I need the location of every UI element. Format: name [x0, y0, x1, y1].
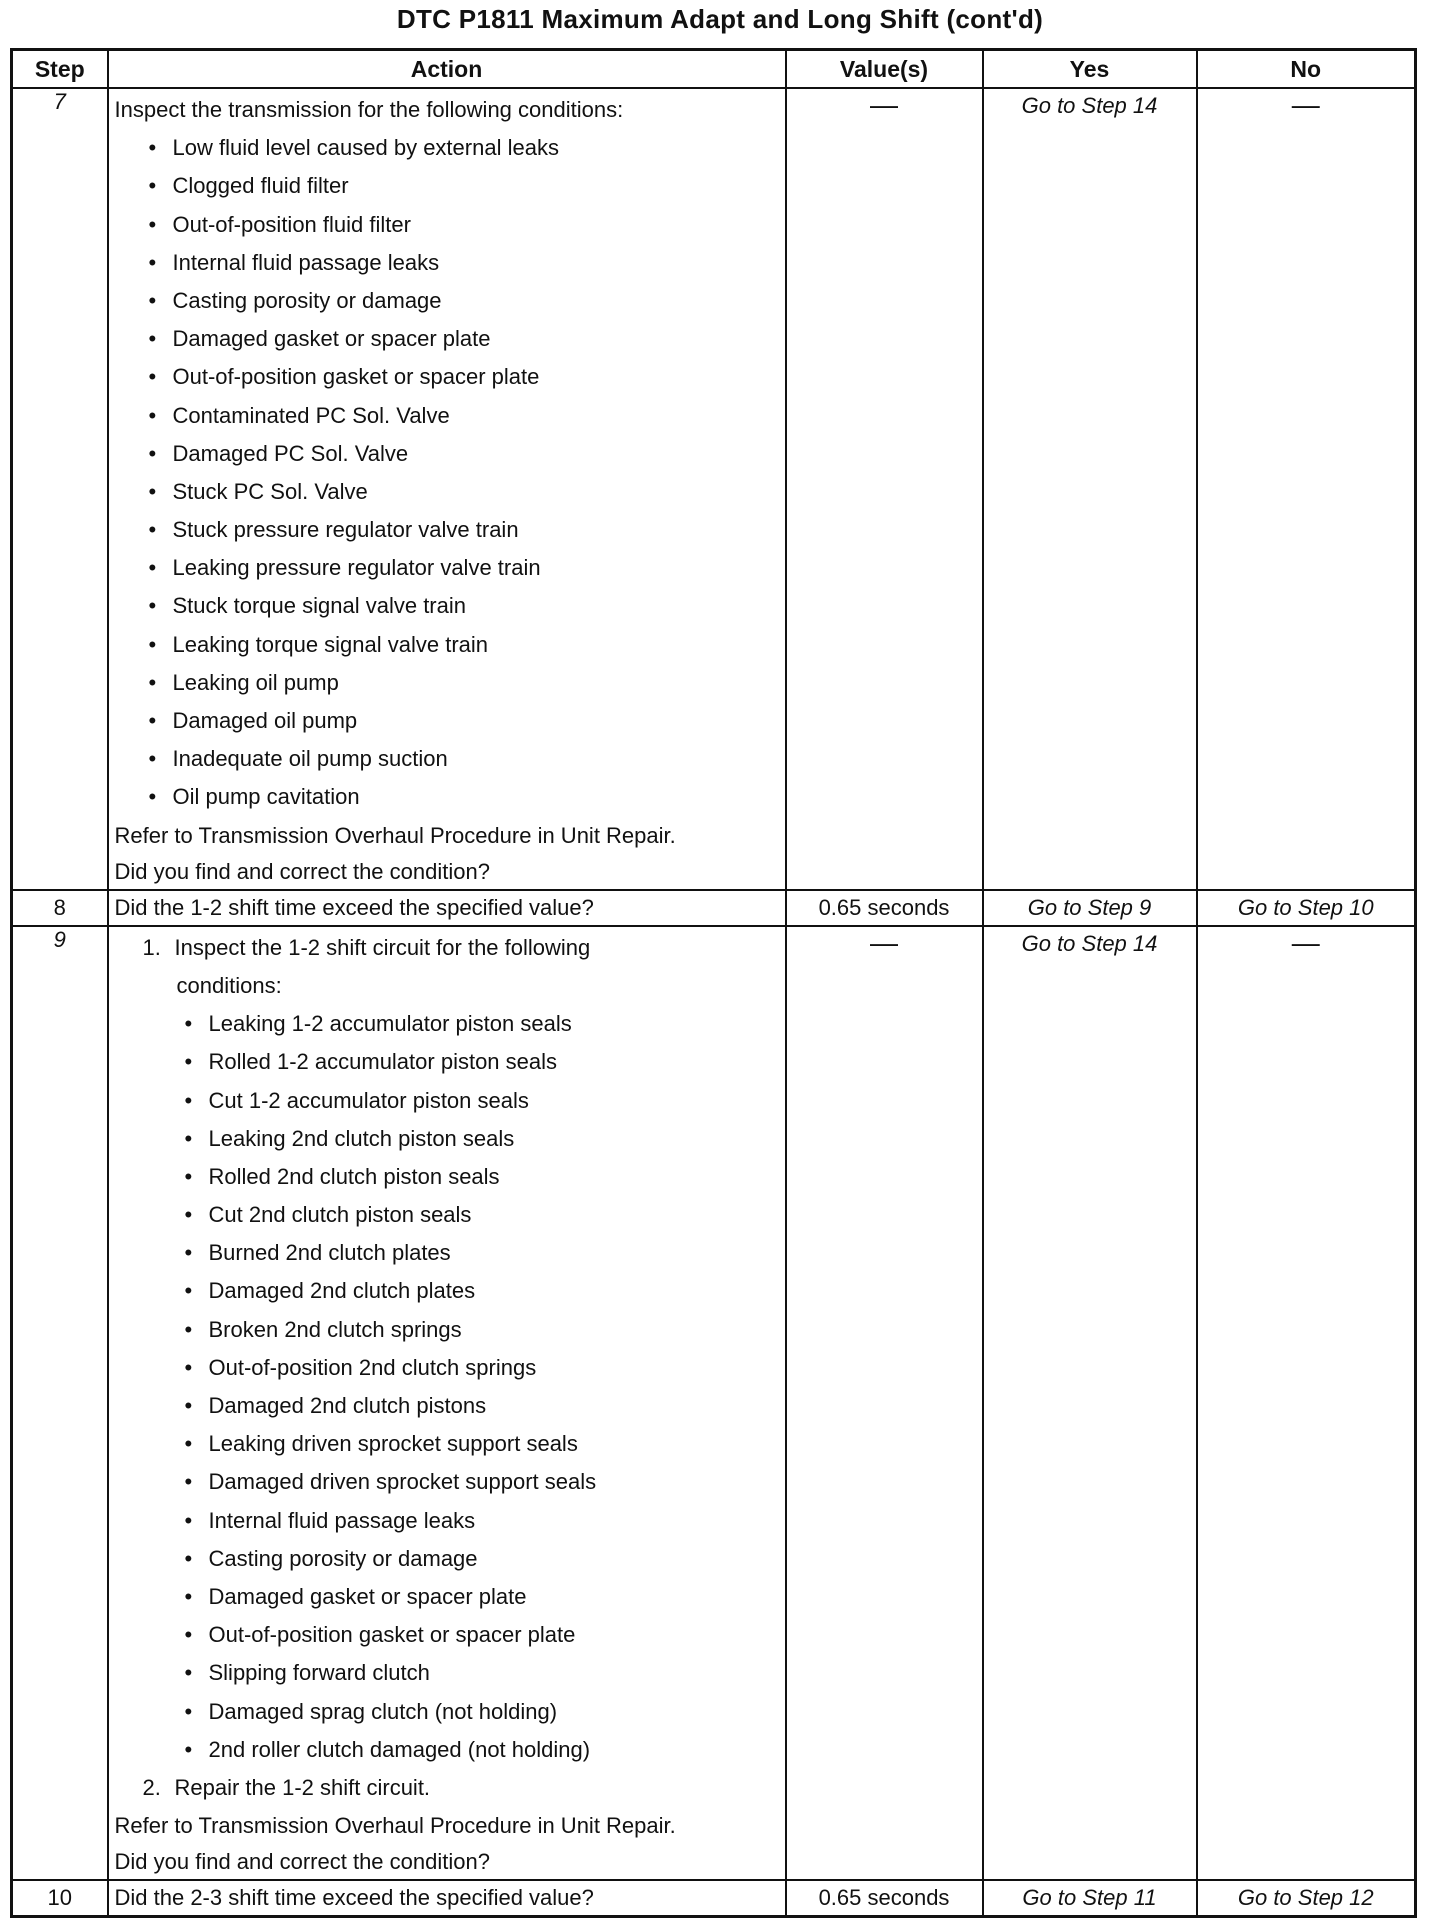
step7-question: Did you find and correct the condition? [114, 858, 490, 884]
step-number: 9 [12, 926, 108, 1881]
list-item: • Contaminated PC Sol. Valve [115, 397, 779, 435]
table-row-step-10 [12, 1880, 1416, 1917]
list-item: • Rolled 2nd clutch piston seals [115, 1158, 779, 1196]
header-no: No [1197, 50, 1416, 89]
table-row-step-9 [12, 926, 1416, 1881]
list-number: 2. [142, 1774, 161, 1800]
yes-cell [983, 88, 1197, 890]
header-row [12, 50, 1416, 89]
list-item: • Leaking pressure regulator valve train [115, 549, 779, 587]
value-cell: — [786, 926, 983, 1881]
header-action: Action [108, 50, 786, 89]
item-text: Inspect the 1-2 shift circuit for the following [174, 934, 591, 960]
list-item: • Out-of-position gasket or spacer plate [115, 358, 779, 396]
list-item: • Leaking 2nd clutch piston seals [115, 1120, 779, 1158]
yes-goto: Go to Step 14 [1021, 930, 1158, 956]
list-item: • Leaking driven sprocket support seals [115, 1425, 779, 1463]
list-item: • Damaged gasket or spacer plate [115, 1578, 779, 1616]
list-item: • Burned 2nd clutch plates [115, 1234, 779, 1272]
list-item: • Damaged driven sprocket support seals [115, 1463, 779, 1501]
no-cell: — [1197, 88, 1416, 890]
list-item: • Oil pump cavitation [115, 778, 779, 816]
list-item: • Cut 2nd clutch piston seals [115, 1196, 779, 1234]
list-item: • Leaking 1-2 accumulator piston seals [115, 1005, 779, 1043]
action-cell: Did the 1-2 shift time exceed the specified value? [108, 890, 786, 926]
value-cell: — [786, 88, 983, 890]
list-item: • Broken 2nd clutch springs [115, 1311, 779, 1349]
list-item: • Rolled 1-2 accumulator piston seals [115, 1043, 779, 1081]
list-item: • Damaged 2nd clutch pistons [115, 1387, 779, 1425]
list-number: 1. [142, 934, 161, 960]
list-item: • Damaged oil pump [115, 702, 779, 740]
value-cell: 0.65 seconds [786, 1880, 983, 1917]
list-item: • Cut 1-2 accumulator piston seals [115, 1082, 779, 1120]
step9-item-1-cont [115, 967, 779, 1005]
list-item: • 2nd roller clutch damaged (not holding) [115, 1731, 779, 1769]
list-item: • Casting porosity or damage [115, 1540, 779, 1578]
header-value: Value(s) [786, 50, 983, 89]
step9-item-2 [115, 1769, 779, 1807]
action-cell: Did the 2-3 shift time exceed the specified value? [108, 1880, 786, 1917]
step-number: 8 [12, 890, 108, 926]
value-cell: 0.65 seconds [786, 890, 983, 926]
list-item: • Out-of-position fluid filter [115, 206, 779, 244]
no-cell: — [1197, 926, 1416, 1881]
list-item: • Clogged fluid filter [115, 167, 779, 205]
step7-action [109, 89, 785, 889]
step7-intro: Inspect the transmission for the following conditions: [114, 97, 624, 122]
list-item: • Low fluid level caused by external leaks [115, 129, 779, 167]
list-item: • Stuck pressure regulator valve train [115, 511, 779, 549]
list-item: • Internal fluid passage leaks [115, 1502, 779, 1540]
item-text: Repair the 1-2 shift circuit. [174, 1774, 431, 1800]
item-text: conditions: [176, 972, 282, 998]
list-item: • Internal fluid passage leaks [115, 244, 779, 282]
yes-cell [983, 926, 1197, 1881]
list-item: • Casting porosity or damage [115, 282, 779, 320]
list-item: • Stuck PC Sol. Valve [115, 473, 779, 511]
page-title: DTC P1811 Maximum Adapt and Long Shift (cont'd) [396, 4, 1044, 34]
list-item: • Damaged 2nd clutch plates [115, 1272, 779, 1310]
header-step: Step [12, 50, 108, 89]
list-item: • Damaged PC Sol. Valve [115, 435, 779, 473]
step-number: 7 [12, 88, 108, 890]
yes-cell: Go to Step 11 [983, 1880, 1197, 1917]
yes-cell: Go to Step 9 [983, 890, 1197, 926]
dtc-table [10, 48, 1417, 1918]
yes-goto: Go to Step 14 [1021, 93, 1158, 118]
table-row-step-8 [12, 890, 1416, 926]
list-item: • Leaking oil pump [115, 664, 779, 702]
no-cell: Go to Step 10 [1197, 890, 1416, 926]
list-item: • Damaged gasket or spacer plate [115, 320, 779, 358]
step9-action [109, 927, 785, 1880]
list-item: • Inadequate oil pump suction [115, 740, 779, 778]
step7-refer: Refer to Transmission Overhaul Procedure in Unit Repair. [114, 822, 676, 848]
list-item: • Stuck torque signal valve train [115, 587, 779, 625]
no-cell: Go to Step 12 [1197, 1880, 1416, 1917]
step9-question: Did you find and correct the condition? [114, 1849, 490, 1875]
list-item: • Leaking torque signal valve train [115, 626, 779, 664]
action-cell [108, 88, 786, 890]
list-item: • Out-of-position 2nd clutch springs [115, 1349, 779, 1387]
step9-refer: Refer to Transmission Overhaul Procedure in Unit Repair. [114, 1813, 676, 1839]
header-yes: Yes [983, 50, 1197, 89]
step-number: 10 [12, 1880, 108, 1917]
step9-item-1 [115, 929, 779, 967]
action-cell [108, 926, 786, 1881]
table-row-step-7 [12, 88, 1416, 890]
list-item: • Out-of-position gasket or spacer plate [115, 1616, 779, 1654]
list-item: • Slipping forward clutch [115, 1654, 779, 1692]
list-item: • Damaged sprag clutch (not holding) [115, 1693, 779, 1731]
